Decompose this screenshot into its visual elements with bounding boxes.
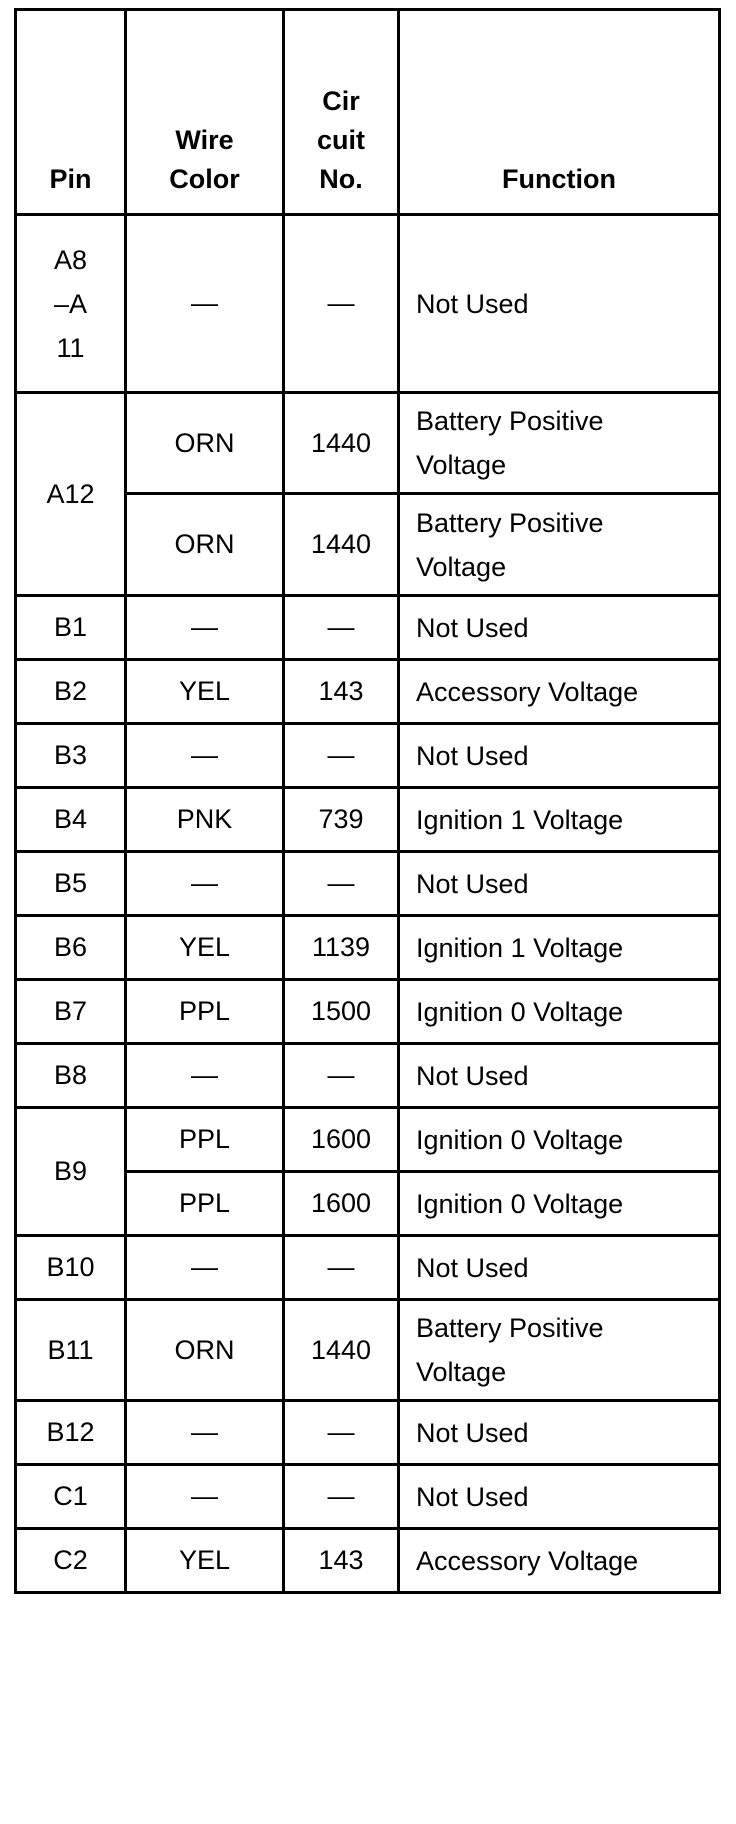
circuit-no-cell: — xyxy=(284,852,399,916)
function-cell: Not Used xyxy=(399,1401,720,1465)
pin-cell: B2 xyxy=(16,660,126,724)
wire-color-cell: PPL xyxy=(126,980,284,1044)
table-row xyxy=(16,916,720,980)
table-row xyxy=(16,660,720,724)
table-row xyxy=(16,724,720,788)
circuit-no-cell: — xyxy=(284,1401,399,1465)
pin-cell: B3 xyxy=(16,724,126,788)
pin-cell: B5 xyxy=(16,852,126,916)
pin-cell: B10 xyxy=(16,1236,126,1300)
pin-cell: B1 xyxy=(16,596,126,660)
function-cell: Not Used xyxy=(399,596,720,660)
pin-cell: B4 xyxy=(16,788,126,852)
wire-color-cell: — xyxy=(126,1401,284,1465)
function-cell: Not Used xyxy=(399,1465,720,1529)
circuit-no-cell: 1440 xyxy=(284,494,399,596)
header-circuit-no: Cir cuit No. xyxy=(284,10,399,215)
circuit-no-cell: — xyxy=(284,1044,399,1108)
wire-color-cell: — xyxy=(126,1044,284,1108)
pin-cell: A8 –A 11 xyxy=(16,215,126,393)
wire-color-cell: YEL xyxy=(126,916,284,980)
wire-color-cell: ORN xyxy=(126,494,284,596)
table-row xyxy=(16,852,720,916)
function-cell: Accessory Voltage xyxy=(399,1529,720,1593)
circuit-no-cell: 1440 xyxy=(284,393,399,494)
function-cell: Not Used xyxy=(399,1044,720,1108)
circuit-no-cell: 739 xyxy=(284,788,399,852)
table-row xyxy=(16,215,720,393)
function-cell: Not Used xyxy=(399,724,720,788)
circuit-no-cell: 1600 xyxy=(284,1172,399,1236)
function-cell: Battery Positive Voltage xyxy=(399,393,720,494)
function-cell: Not Used xyxy=(399,215,720,393)
circuit-no-cell: — xyxy=(284,215,399,393)
table-row xyxy=(16,1529,720,1593)
pin-cell: A12 xyxy=(16,393,126,596)
circuit-no-cell: — xyxy=(284,724,399,788)
table-row xyxy=(16,1401,720,1465)
pin-cell: B11 xyxy=(16,1300,126,1401)
table-row xyxy=(16,788,720,852)
circuit-no-cell: — xyxy=(284,1465,399,1529)
circuit-no-cell: — xyxy=(284,596,399,660)
wire-color-cell: — xyxy=(126,215,284,393)
wire-color-cell: PPL xyxy=(126,1108,284,1172)
pin-cell: B7 xyxy=(16,980,126,1044)
pin-cell: B12 xyxy=(16,1401,126,1465)
wire-color-cell: YEL xyxy=(126,660,284,724)
table-row xyxy=(16,1108,720,1172)
wire-color-cell: PNK xyxy=(126,788,284,852)
function-cell: Not Used xyxy=(399,852,720,916)
table-row xyxy=(16,980,720,1044)
circuit-no-cell: 143 xyxy=(284,1529,399,1593)
pin-cell: C1 xyxy=(16,1465,126,1529)
wire-color-cell: PPL xyxy=(126,1172,284,1236)
wire-color-cell: — xyxy=(126,596,284,660)
function-cell: Battery Positive Voltage xyxy=(399,1300,720,1401)
function-cell: Ignition 1 Voltage xyxy=(399,788,720,852)
pin-cell: B6 xyxy=(16,916,126,980)
function-cell: Not Used xyxy=(399,1236,720,1300)
function-cell: Accessory Voltage xyxy=(399,660,720,724)
pin-cell: C2 xyxy=(16,1529,126,1593)
wire-color-cell: — xyxy=(126,1465,284,1529)
circuit-no-cell: 1600 xyxy=(284,1108,399,1172)
function-cell: Battery Positive Voltage xyxy=(399,494,720,596)
function-cell: Ignition 0 Voltage xyxy=(399,1108,720,1172)
circuit-no-cell: 1500 xyxy=(284,980,399,1044)
header-function: Function xyxy=(399,10,720,215)
circuit-no-cell: — xyxy=(284,1236,399,1300)
circuit-no-cell: 143 xyxy=(284,660,399,724)
wire-color-cell: YEL xyxy=(126,1529,284,1593)
header-row xyxy=(16,10,720,215)
table-row xyxy=(16,393,720,494)
header-wire-color: Wire Color xyxy=(126,10,284,215)
wire-color-cell: — xyxy=(126,724,284,788)
function-cell: Ignition 0 Voltage xyxy=(399,1172,720,1236)
table-row xyxy=(16,1044,720,1108)
function-cell: Ignition 1 Voltage xyxy=(399,916,720,980)
table-row xyxy=(16,1236,720,1300)
pinout-table xyxy=(14,8,721,1594)
function-cell: Ignition 0 Voltage xyxy=(399,980,720,1044)
header-pin: Pin xyxy=(16,10,126,215)
table-row xyxy=(16,1300,720,1401)
table-row xyxy=(16,596,720,660)
wire-color-cell: ORN xyxy=(126,393,284,494)
wire-color-cell: ORN xyxy=(126,1300,284,1401)
pin-cell: B9 xyxy=(16,1108,126,1236)
circuit-no-cell: 1440 xyxy=(284,1300,399,1401)
wire-color-cell: — xyxy=(126,1236,284,1300)
wire-color-cell: — xyxy=(126,852,284,916)
table-row xyxy=(16,1465,720,1529)
circuit-no-cell: 1139 xyxy=(284,916,399,980)
pin-cell: B8 xyxy=(16,1044,126,1108)
